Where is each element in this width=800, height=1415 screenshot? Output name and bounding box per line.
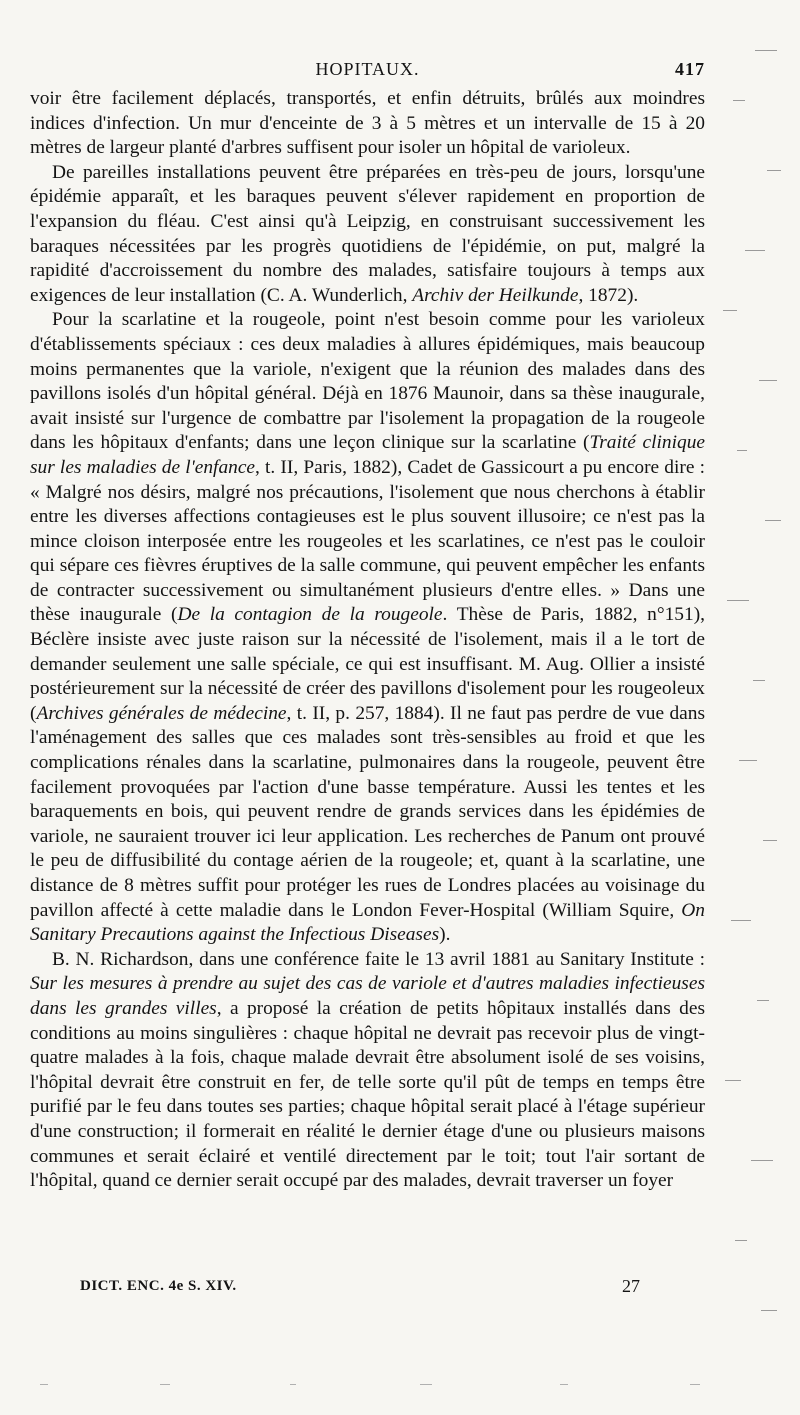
text-run: , t. II, Paris, 1882), Cadet de Gassicourt a pu encore dire : « Malgré nos désirs, malgré nos précautions, l'isolement que nous cherchons à établir entre les diverses affections contagieuses est le plus souvent illusoire; ce n'est pas la mince cloison interposée entre les rougeoles et les scarlatines, ce n'est pas le couloir qui sépare ces fièvres éruptives de la salle commune, qui peuvent empêcher les enfants de contracter successivement ou simultanément plusieurs d'entre elles. » Dans une thèse inaugurale ( [30, 456, 705, 626]
body-text [30, 87, 705, 1194]
text-run: ). [439, 924, 451, 946]
page-number: 417 [675, 59, 705, 79]
paragraph [30, 308, 705, 947]
text-run: , 1872). [578, 284, 639, 306]
italic-citation: De la contagion de la rougeole [177, 604, 443, 626]
signature-mark: DICT. ENC. 4e S. XIV. [80, 1278, 237, 1294]
page-footer [80, 1276, 640, 1298]
paragraph [30, 948, 705, 1194]
italic-citation: On Sanitary Precautions against the Infectious Diseases [30, 899, 705, 946]
text-run: De pareilles installations peuvent être préparées en très-peu de jours, lorsqu'une épidémie apparaît, et les baraques peuvent s'élever rapidement en proportion de l'expansion du fléau. C'est ainsi qu'à Leipzig, en construisant successivement les baraques nécessitées par les progrès quotidiens de l'épidémie, on put, malgré la rapidité d'accroissement du nombre des malades, satisfaire toujours à temps aux exigences de leur installation (C. A. Wunderlich, [30, 161, 705, 306]
paragraph [30, 87, 705, 161]
text-run: , a proposé la création de petits hôpitaux installés dans des conditions au moins singulières : chaque hôpital ne devrait pas recevoir plus de vingt-quatre malades à la fois, chaque malade devrait être absolument isolé de ses voisins, l'hôpital devrait être construit en fer, de telle sorte qu'il pût de temps en temps être purifié par le feu dans toutes ses parties; chaque hôpital serait placé à l'étage supérieur d'une construction; il formerait en réalité le dernier étage d'une ou plusieurs maisons communes et serait éclairé et ventilé directement par le toit; tout l'air sortant de l'hôpital, quand ce dernier serait occupé par des malades, devrait traverser un foyer [30, 997, 705, 1192]
text-run: Pour la scarlatine et la rougeole, point n'est besoin comme pour les varioleux d'établissements spéciaux : ces deux maladies à allures épidémiques, mais beaucoup moins permanentes que la variole, n'exigent que la réunion des malades dans des pavillons isolés d'un hôpital général. Déjà en 1876 Maunoir, dans sa thèse inaugurale, avait insisté sur l'urgence de combattre par l'isolement la propagation de la rougeole dans les hôpitaux d'enfants; dans une leçon clinique sur la scarlatine ( [30, 309, 705, 454]
italic-citation: Archiv der Heilkunde [412, 284, 579, 306]
italic-citation: Sur les mesures à prendre au sujet des cas de variole et d'autres maladies infectieuses dans les grandes villes [30, 973, 705, 1019]
italic-citation: Traité clinique sur les maladies de l'enfance [30, 432, 706, 478]
text-run: B. N. Richardson, dans une conférence faite le 13 avril 1881 au Sanitary Institute : [52, 948, 705, 970]
running-title: HOPITAUX. [315, 59, 420, 79]
sheet-number: 27 [622, 1276, 640, 1296]
italic-citation: Archives générales de médecine [36, 702, 287, 724]
book-page [30, 55, 705, 1194]
text-run: . Thèse de Paris, 1882, n°151), Béclère insiste avec juste raison sur la nécessité de l'isolement, mais il a le tort de demander seulement une salle spéciale, ce qui est insuffisant. M. Aug. Ollier a insisté postérieurement sur la nécessité de créer des pavillons d'isolement pour les rougeoleux ( [30, 604, 706, 724]
paragraph [30, 161, 705, 309]
running-head [30, 55, 705, 85]
text-run: , t. II, p. 257, 1884). Il ne faut pas perdre de vue dans l'aménagement des salles que ces malades sont très-sensibles au froid et que les complications rénales dans la scarlatine, pulmonaires dans la rougeole, peuvent être facilement provoquées par l'action d'une basse température. Aussi les tentes et les baraquements en bois, qui peuvent rendre de grands services dans les épidémies de variole, ne sauraient trouver ici leur application. Les recherches de Panum ont prouvé le peu de diffusibilité du contage aérien de la rougeole; et, quant à la scarlatine, une distance de 8 mètres suffit pour protéger les rues de Londres placées au voisinage du pavillon affecté à cette maladie dans le London Fever-Hospital (William Squire, [30, 702, 705, 921]
margin-ink-marks [715, 40, 785, 1360]
text-run: voir être facilement déplacés, transportés, et enfin détruits, brûlés aux moindres indices d'infection. Un mur d'enceinte de 3 à 5 mètres et un intervalle de 15 à 20 mètres de largeur planté d'arbres suffisent pour isoler un hôpital de varioleux. [30, 88, 705, 159]
